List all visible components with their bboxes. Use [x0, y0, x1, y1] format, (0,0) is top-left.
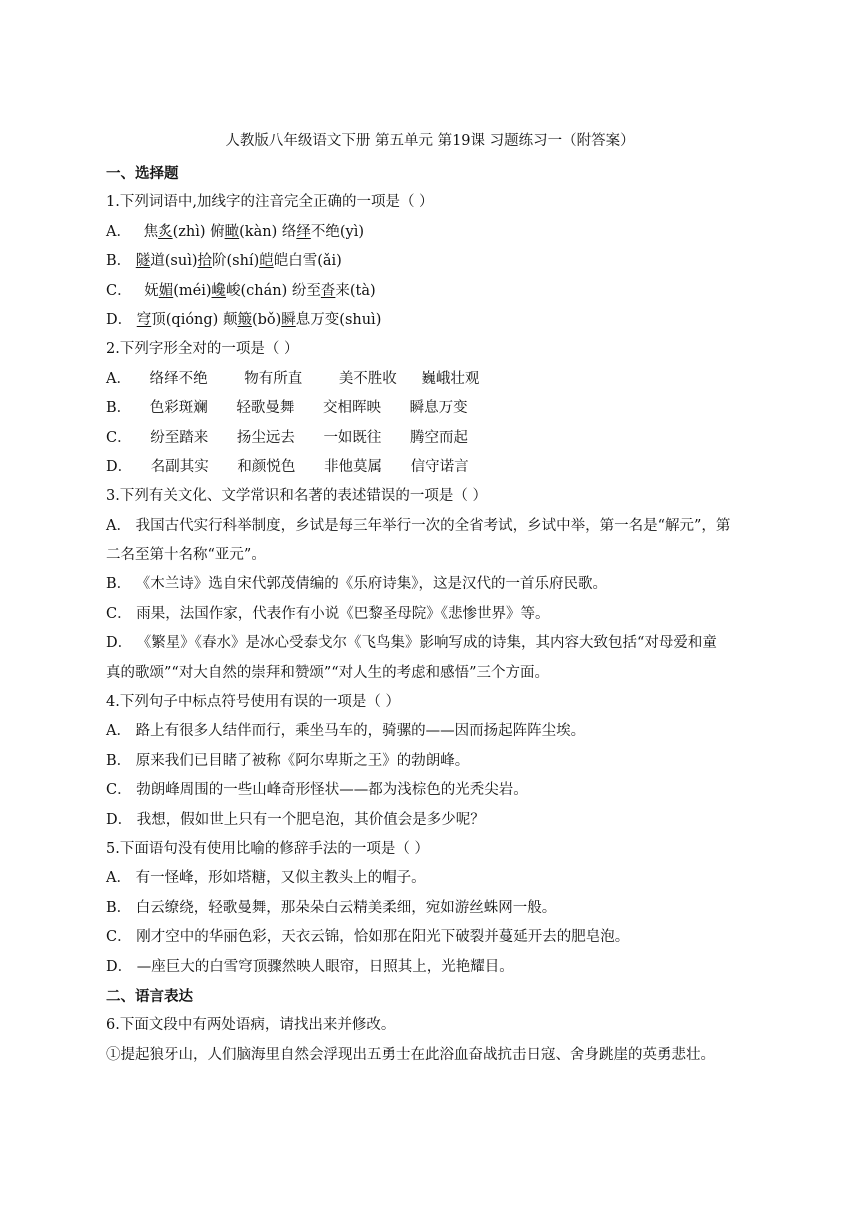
word: 纷至踏来: [150, 429, 209, 446]
section-heading-language: 二、语言表达: [106, 987, 193, 1005]
word: 色彩斑斓: [149, 400, 208, 417]
question-6-paragraph-1: ①提起狼牙山，人们脑海里自然会浮现出五勇士在此浴血奋战抗击日寇、舍身跳崖的英勇悲壮。: [106, 1046, 715, 1063]
word: 美不胜收: [338, 370, 397, 387]
question-4-option-a: A． 路上有很多人结伴而行，乘坐马车的，骑骡的——因而扬起阵阵尘埃。: [106, 723, 586, 740]
option-label: A．: [106, 370, 131, 387]
word: 络绎不绝: [149, 370, 208, 387]
word: 信守诺言: [410, 458, 469, 475]
question-1-option-d: [106, 306, 766, 335]
question-3-option-b: B． 《木兰诗》选自宋代郭茂倩编的《乐府诗集》，这是汉代的一首乐府民歌。: [106, 576, 608, 593]
question-3-option-d-line-2: 真的歌颂”“对大自然的崇拜和赞颂”“对人生的考虑和感悟”三个方面。: [106, 664, 550, 681]
option-label: B．: [106, 253, 132, 270]
question-3-option-d-line-1: D． 《繁星》《春水》是冰心受泰戈尔《飞鸟集》影响写成的诗集，其内容大致包括“对母爱和童: [106, 635, 717, 652]
option-text: 穹顶(qióng) 颠簸(bǒ)瞬息万变(shuì): [136, 311, 382, 328]
question-3-option-c: C． 雨果，法国作家，代表作有小说《巴黎圣母院》《悲惨世界》等。: [106, 605, 550, 622]
option-label: D．: [106, 458, 133, 475]
question-2-stem: 2.下列字形全对的一项是（ ）: [106, 341, 299, 358]
option-label: B．: [106, 400, 132, 417]
word: 非他莫属: [323, 458, 382, 475]
option-label: C．: [106, 429, 132, 446]
option-label: C．: [106, 282, 132, 299]
word: 名副其实: [150, 458, 209, 475]
question-2-option-a: [106, 365, 766, 394]
question-5-option-a: A． 有一怪峰，形如塔糖，又似主教头上的帽子。: [106, 870, 426, 887]
option-text: 隧道(suì)拾阶(shí)皑皑白雪(ǎi): [135, 253, 342, 270]
question-5-option-b: B． 白云缭绕，轻歌曼舞，那朵朵白云精美柔细，宛如游丝蛛网一般。: [106, 899, 557, 916]
question-1-option-a: [106, 218, 766, 247]
option-text: 妩媚(méi)巉峻(chán) 纷至沓来(tà): [144, 282, 376, 299]
question-4-stem: 4.下列句子中标点符号使用有误的一项是（ ）: [106, 694, 400, 711]
word: 轻歌曼舞: [236, 400, 295, 417]
question-6-stem: 6.下面文段中有两处语病，请找出来并修改。: [106, 1017, 396, 1034]
document-title: 人教版八年级语文下册 第五单元 第19课 习题练习一（附答案）: [225, 133, 635, 149]
question-4-option-d: D． 我想，假如世上只有一个肥皂泡，其价值会是多少呢？: [106, 811, 485, 828]
word: 一如既往: [323, 429, 382, 446]
word: 和颜悦色: [237, 458, 296, 475]
question-4-option-c: C． 勃朗峰周围的一些山峰奇形怪状——都为浅棕色的光秃尖岩。: [106, 782, 528, 799]
question-3-option-a-line-2: 二名至第十名称“亚元”。: [106, 547, 266, 564]
option-label: D．: [106, 311, 133, 328]
question-1-stem: 1.下列词语中,加线字的注音完全正确的一项是（ ）: [106, 194, 434, 211]
question-1-option-b: [106, 247, 766, 276]
question-1-option-c: [106, 277, 766, 306]
question-2-option-c: [106, 424, 766, 453]
word: 交相晖映: [322, 400, 381, 417]
document-body: [106, 159, 766, 1070]
question-5-option-d: D． —座巨大的白雪穹顶骤然映人眼帘，日照其上，光艳耀目。: [106, 958, 514, 975]
option-label: A．: [106, 223, 131, 240]
question-2-option-b: [106, 394, 766, 423]
question-4-option-b: B． 原来我们已目睹了被称《阿尔卑斯之王》的勃朗峰。: [106, 752, 470, 769]
word: 物有所直: [244, 370, 303, 387]
section-heading-choice: 一、选择题: [106, 165, 179, 182]
question-2-option-d: [106, 453, 766, 482]
option-text: 焦炙(zhì) 俯瞰(kàn) 络绎不绝(yì): [143, 223, 364, 240]
word: 巍峨壮观: [421, 370, 480, 387]
question-5-stem: 5.下面语句没有使用比喻的修辞手法的一项是（ ）: [106, 840, 429, 857]
word: 扬尘远去: [236, 429, 295, 446]
question-3-stem: 3.下列有关文化、文学常识和名著的表述错误的一项是（ ）: [106, 488, 487, 505]
question-3-option-a-line-1: A． 我国古代实行科举制度，乡试是每三年举行一次的全省考试，乡试中举，第一名是“解元”，第: [106, 517, 731, 534]
word: 瞬息万变: [409, 400, 468, 417]
word: 腾空而起: [410, 429, 469, 446]
question-5-option-c: C． 刚才空中的华丽色彩，天衣云锦，恰如那在阳光下破裂并蔓延开去的肥皂泡。: [106, 929, 630, 946]
